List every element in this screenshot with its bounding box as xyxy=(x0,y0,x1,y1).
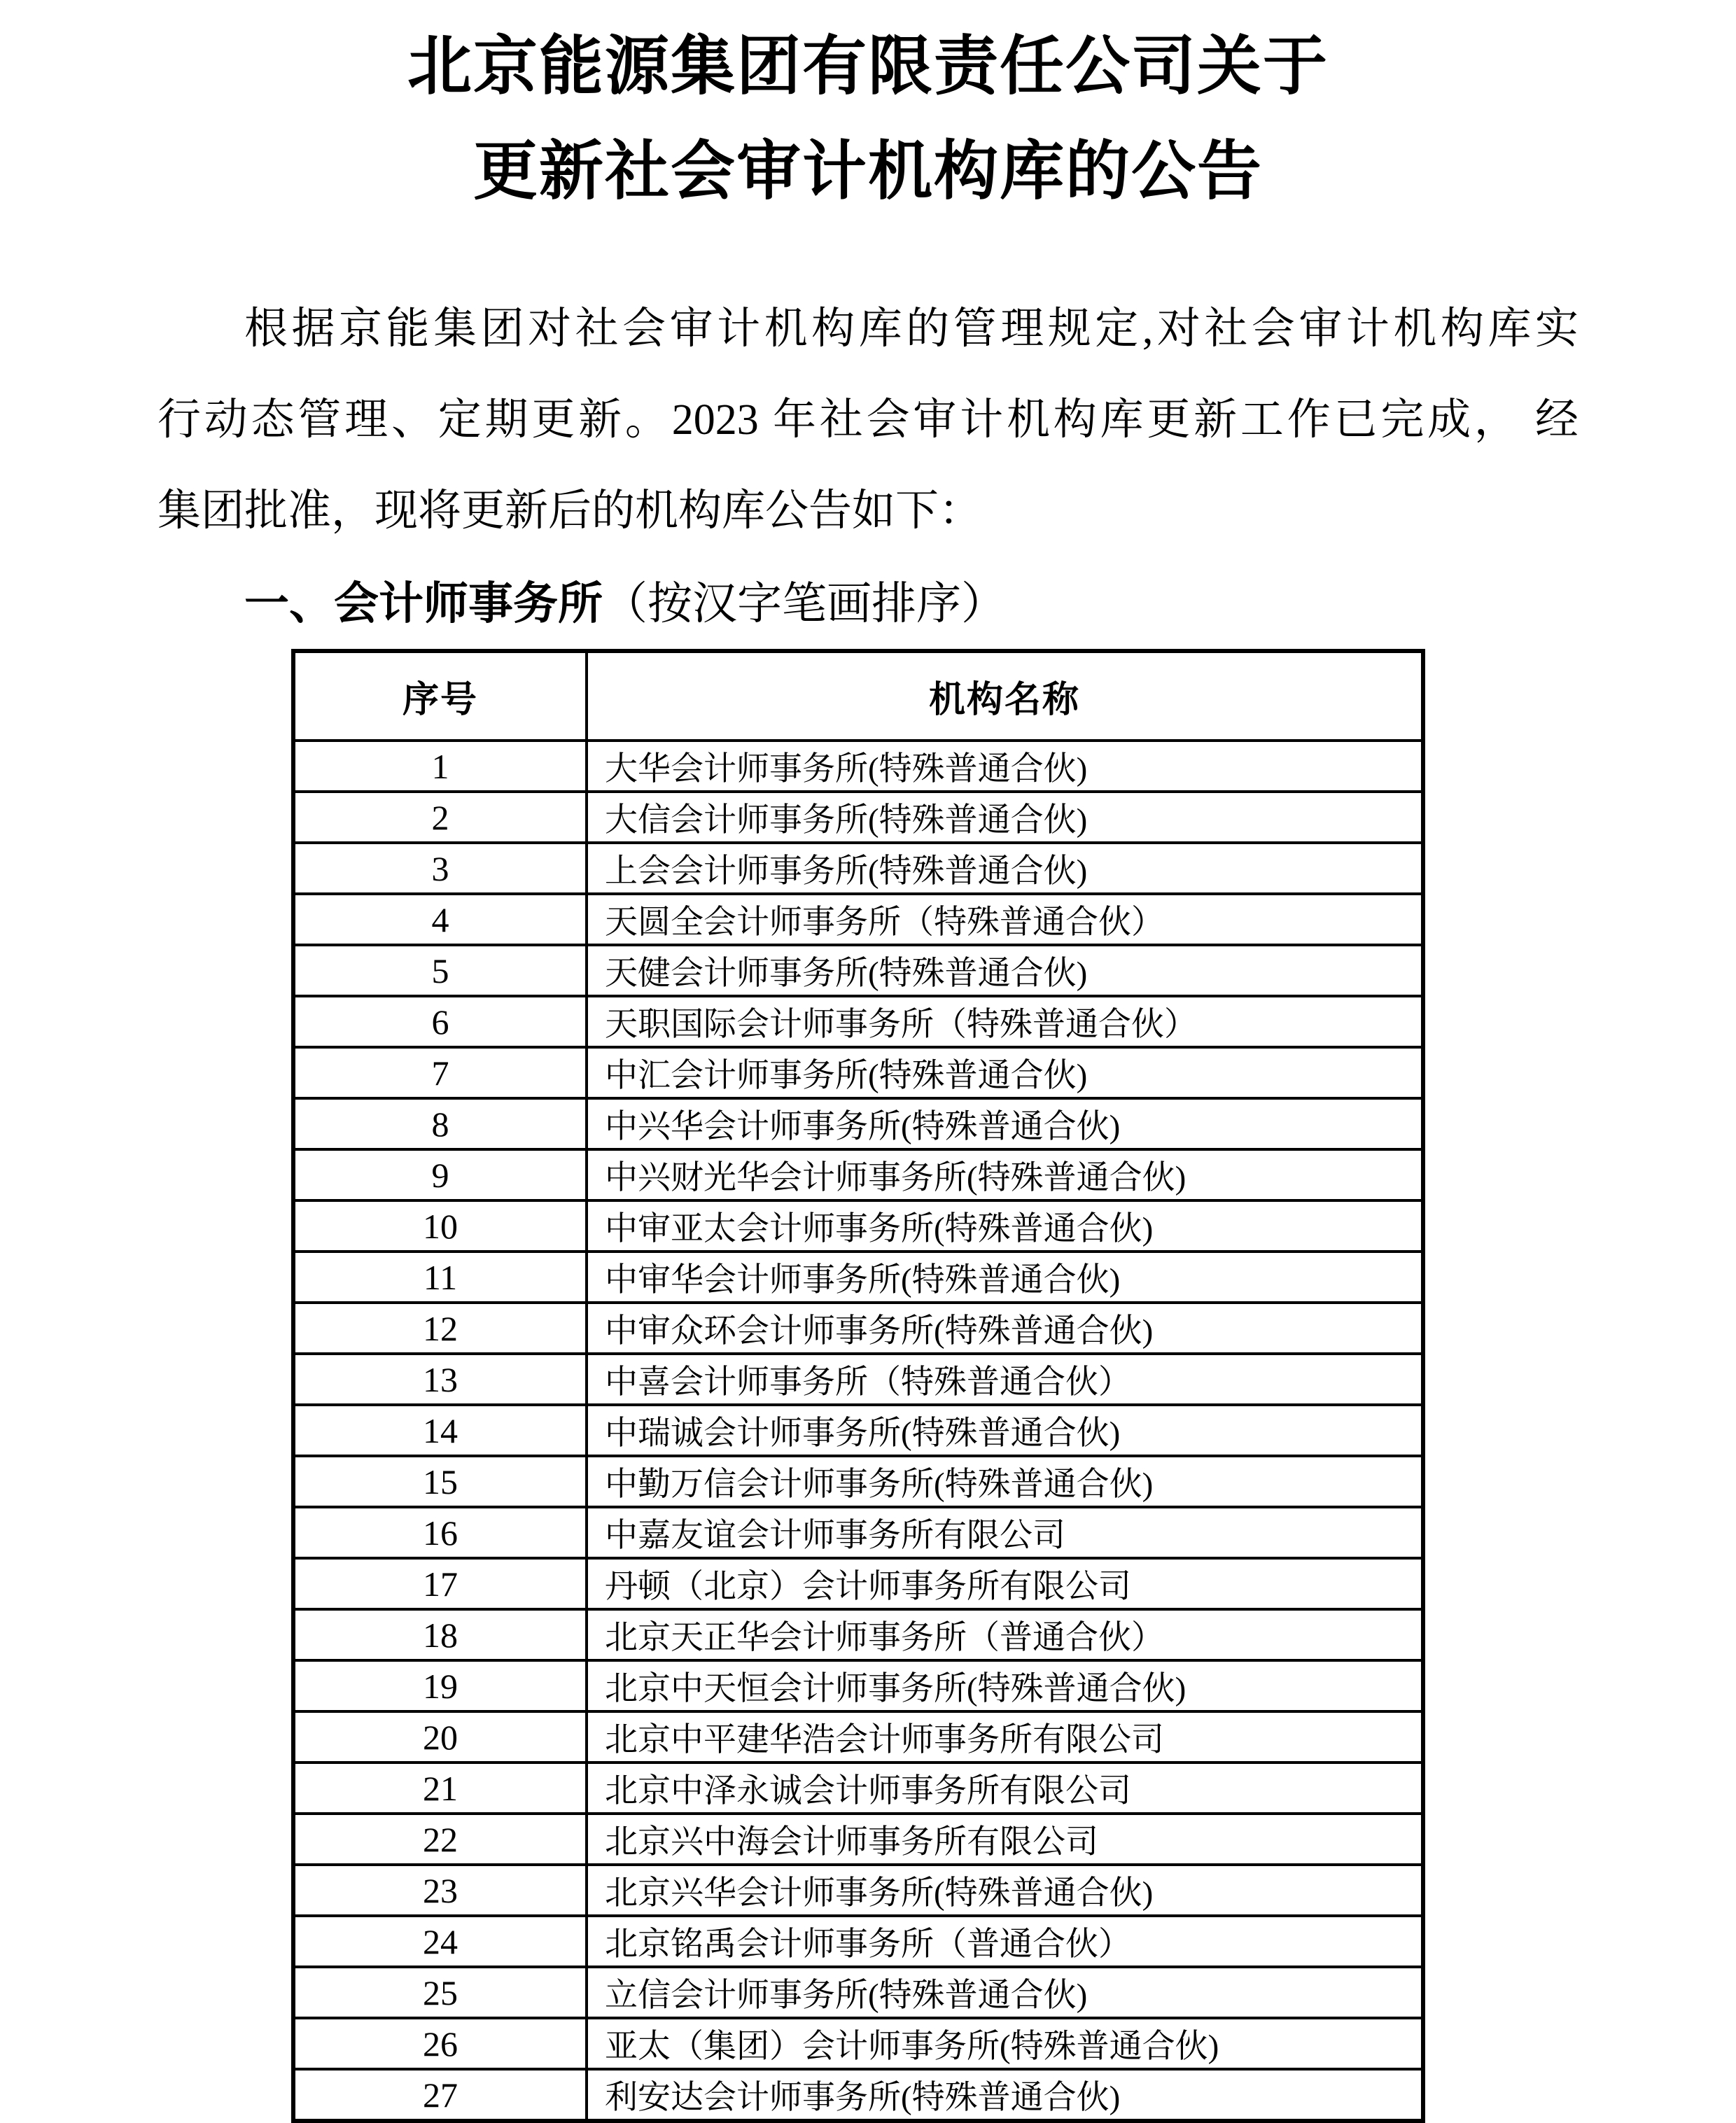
row-number: 25 xyxy=(293,1967,587,2018)
institution-name: 中勤万信会计师事务所(特殊普通合伙) xyxy=(587,1456,1423,1507)
table-row xyxy=(293,1865,1423,1916)
table-row xyxy=(293,1149,1423,1200)
row-number: 20 xyxy=(293,1711,587,1763)
institution-name: 立信会计师事务所(特殊普通合伙) xyxy=(587,1967,1423,2018)
table-row xyxy=(293,1098,1423,1149)
table-row xyxy=(293,1814,1423,1865)
institution-name: 中审亚太会计师事务所(特殊普通合伙) xyxy=(587,1200,1423,1252)
institution-name: 北京铭禹会计师事务所（普通合伙） xyxy=(587,1916,1423,1967)
section-heading-title: 一、会计师事务所 xyxy=(244,579,603,629)
table-row xyxy=(293,894,1423,945)
row-number: 16 xyxy=(293,1507,587,1558)
table-row xyxy=(293,1711,1423,1763)
table-row xyxy=(293,843,1423,894)
row-number: 19 xyxy=(293,1660,587,1711)
document-title-line-2: 更新社会审计机构库的公告 xyxy=(472,136,1263,207)
table-row xyxy=(293,1354,1423,1405)
header-cell-number: 序号 xyxy=(293,651,587,741)
table-row xyxy=(293,1916,1423,1967)
institution-name: 中喜会计师事务所（特殊普通合伙） xyxy=(587,1354,1423,1405)
table-row xyxy=(293,2018,1423,2069)
table-row xyxy=(293,1967,1423,2018)
institution-name: 中瑞诚会计师事务所(特殊普通合伙) xyxy=(587,1405,1423,1456)
row-number: 27 xyxy=(293,2069,587,2121)
intro-paragraph-line-1: 根据京能集团对社会审计机构库的管理规定,对社会审计机构库实 xyxy=(244,305,1578,353)
institution-name: 北京中平建华浩会计师事务所有限公司 xyxy=(587,1711,1423,1763)
row-number: 11 xyxy=(293,1252,587,1303)
table-row xyxy=(293,1660,1423,1711)
institution-name: 中兴财光华会计师事务所(特殊普通合伙) xyxy=(587,1149,1423,1200)
row-number: 7 xyxy=(293,1047,587,1098)
table-row xyxy=(293,741,1423,792)
document-title-line-1: 北京能源集团有限责任公司关于 xyxy=(407,31,1329,102)
intro-paragraph-line-3: 集团批准，现将更新后的机构库公告如下： xyxy=(158,487,983,535)
institution-name: 天圆全会计师事务所（特殊普通合伙） xyxy=(587,894,1423,945)
institution-name: 天健会计师事务所(特殊普通合伙) xyxy=(587,945,1423,996)
table-row xyxy=(293,1763,1423,1814)
row-number: 23 xyxy=(293,1865,587,1916)
table-row xyxy=(293,1558,1423,1609)
row-number: 24 xyxy=(293,1916,587,1967)
row-number: 6 xyxy=(293,996,587,1047)
row-number: 9 xyxy=(293,1149,587,1200)
table-row xyxy=(293,945,1423,996)
institution-table-header xyxy=(293,651,1423,741)
institution-name: 北京兴中海会计师事务所有限公司 xyxy=(587,1814,1423,1865)
table-row xyxy=(293,1252,1423,1303)
row-number: 5 xyxy=(293,945,587,996)
institution-name: 中嘉友谊会计师事务所有限公司 xyxy=(587,1507,1423,1558)
institution-name: 北京天正华会计师事务所（普通合伙） xyxy=(587,1609,1423,1660)
institution-name: 利安达会计师事务所(特殊普通合伙) xyxy=(587,2069,1423,2121)
institution-name: 北京中泽永诚会计师事务所有限公司 xyxy=(587,1763,1423,1814)
row-number: 21 xyxy=(293,1763,587,1814)
row-number: 14 xyxy=(293,1405,587,1456)
row-number: 22 xyxy=(293,1814,587,1865)
table-row xyxy=(293,1456,1423,1507)
institution-name: 大华会计师事务所(特殊普通合伙) xyxy=(587,741,1423,792)
row-number: 12 xyxy=(293,1303,587,1354)
intro-paragraph-line-2: 行动态管理、定期更新。2023 年社会审计机构库更新工作已完成， 经 xyxy=(158,396,1578,444)
row-number: 17 xyxy=(293,1558,587,1609)
institution-name: 中审华会计师事务所(特殊普通合伙) xyxy=(587,1252,1423,1303)
institution-name: 北京兴华会计师事务所(特殊普通合伙) xyxy=(587,1865,1423,1916)
table-row xyxy=(293,2069,1423,2121)
table-row xyxy=(293,1047,1423,1098)
institution-table-body xyxy=(293,741,1423,2121)
institution-name: 上会会计师事务所(特殊普通合伙) xyxy=(587,843,1423,894)
row-number: 4 xyxy=(293,894,587,945)
table-row xyxy=(293,1405,1423,1456)
intro-paragraph xyxy=(158,283,1578,556)
header-cell-name: 机构名称 xyxy=(587,651,1423,741)
institution-name: 中审众环会计师事务所(特殊普通合伙) xyxy=(587,1303,1423,1354)
row-number: 26 xyxy=(293,2018,587,2069)
row-number: 18 xyxy=(293,1609,587,1660)
row-number: 10 xyxy=(293,1200,587,1252)
institution-name: 中汇会计师事务所(特殊普通合伙) xyxy=(587,1047,1423,1098)
table-row xyxy=(293,1507,1423,1558)
section-heading-note: （按汉字笔画排序） xyxy=(603,579,1006,629)
table-row xyxy=(293,996,1423,1047)
row-number: 3 xyxy=(293,843,587,894)
header-row xyxy=(293,651,1423,741)
table-row xyxy=(293,1609,1423,1660)
table-row xyxy=(293,1200,1423,1252)
institution-name: 天职国际会计师事务所（特殊普通合伙） xyxy=(587,996,1423,1047)
row-number: 1 xyxy=(293,741,587,792)
row-number: 2 xyxy=(293,792,587,843)
institution-name: 大信会计师事务所(特殊普通合伙) xyxy=(587,792,1423,843)
institution-table xyxy=(291,649,1425,2123)
document-title xyxy=(158,14,1578,224)
institution-name: 丹顿（北京）会计师事务所有限公司 xyxy=(587,1558,1423,1609)
row-number: 13 xyxy=(293,1354,587,1405)
row-number: 8 xyxy=(293,1098,587,1149)
institution-name: 北京中天恒会计师事务所(特殊普通合伙) xyxy=(587,1660,1423,1711)
institution-name: 亚太（集团）会计师事务所(特殊普通合伙) xyxy=(587,2018,1423,2069)
section-heading xyxy=(158,572,1578,636)
institution-name: 中兴华会计师事务所(特殊普通合伙) xyxy=(587,1098,1423,1149)
table-row xyxy=(293,1303,1423,1354)
table-row xyxy=(293,792,1423,843)
row-number: 15 xyxy=(293,1456,587,1507)
